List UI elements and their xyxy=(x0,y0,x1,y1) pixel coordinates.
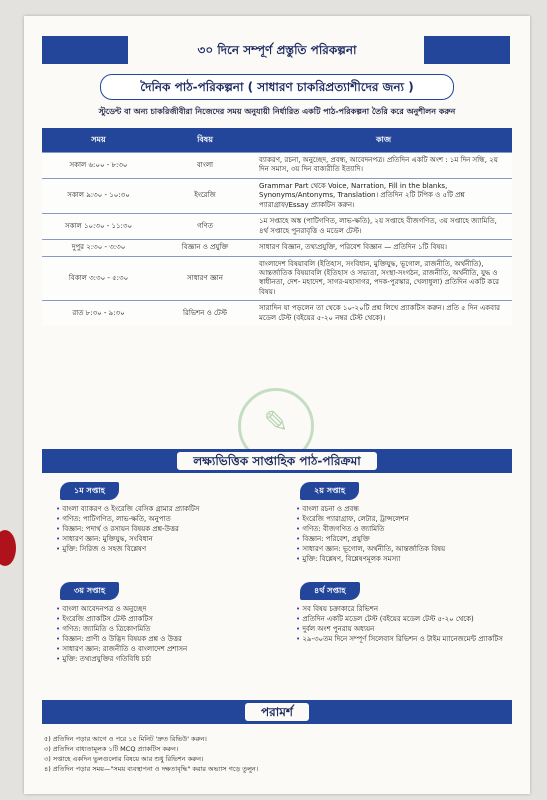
intro-text: স্টুডেন্ট বা অন্য চাকরিজীবীরা নিজেদের সময় অনুযায়ী নির্ধারিত একটি পাঠ-পরিকল্পনা তৈরি করে অনুশীলন করুন xyxy=(98,107,456,116)
week-tag: ৪র্থ সপ্তাহ xyxy=(300,582,360,600)
cell-task: বাংলাদেশ বিষয়াবলি (ইতিহাস, সংবিধান, মুক্তিযুদ্ধ, ভূগোল, রাজনীতি, অর্থনীতি), আন্তর্জাতিক বিষয়াবলি (ইতিহাস ও সভ্যতা, সংস্থা-সংগঠন, রাজনীতি, অর্থনীতি, যুদ্ধ ও স্বাধীনতা, দেশ- মহাদেশ, সাগর-মহাসাগর, পদক-পুরস্কার, খেলাধুলা) প্রতিদিন একটি করে বিষয়। xyxy=(255,256,512,301)
pin-decoration xyxy=(0,530,16,566)
cell-time: সকাল ৯:৩০ - ১০:৩০ xyxy=(42,178,155,213)
list-item: • বিজ্ঞান: প্রাণী ও উদ্ভিদ বিষয়ক প্রশ্ন ও উত্তর xyxy=(56,634,274,644)
header-flag-left xyxy=(42,36,128,64)
week-item-list xyxy=(286,604,514,645)
cell-subject: রিভিশন ও টেস্ট xyxy=(155,301,255,326)
week-tag: ৩য় সপ্তাহ xyxy=(60,582,119,600)
header-flag-right xyxy=(424,36,510,64)
list-item: ৪) প্রতিদিন পড়ার সময়—"সময় ব্যবস্থাপনা ও দক্ষতাবৃদ্ধি" করার অভ্যাস গড়ে তুলুন। xyxy=(44,765,259,774)
table-header-row xyxy=(42,128,512,153)
table-row xyxy=(42,256,512,301)
table-row xyxy=(42,301,512,326)
week-4-block xyxy=(286,582,514,644)
list-item: • বিজ্ঞান: পদার্থ ও রসায়ন বিষয়ক প্রশ্ন-উত্তর xyxy=(56,524,274,534)
list-item: • গণিত: পাটিগণিত, লাভ-ক্ষতি, অনুপাত xyxy=(56,514,274,524)
week-2-block xyxy=(286,482,514,564)
cell-time: সকাল ৬:০০ - ৮:৩০ xyxy=(42,153,155,179)
list-item: • বাংলা ব্যাকরণ ও ইংরেজি বেসিক গ্রামার প্র্যাকটিস xyxy=(56,504,274,514)
week-item-list xyxy=(286,504,514,565)
list-item: • সব বিষয় চক্রাকারে রিভিশন xyxy=(296,604,514,614)
column-header-time: সময় xyxy=(42,128,155,153)
table-row xyxy=(42,214,512,240)
cell-time: সকাল ১০:৩০ - ১১:৩০ xyxy=(42,214,155,240)
document-page xyxy=(24,16,530,794)
cell-time: বিকাল ৩:৩০ - ৫:৩০ xyxy=(42,256,155,301)
weekly-plan-title: লক্ষ্যভিত্তিক সাপ্তাহিক পাঠ-পরিক্রমা xyxy=(177,452,377,470)
daily-plan-title: দৈনিক পাঠ-পরিকল্পনা ( সাধারণ চাকরিপ্রত্যাশীদের জন্য ) xyxy=(100,74,454,100)
cell-subject: গণিত xyxy=(155,214,255,240)
cell-task: ১ম সপ্তাহে অঙ্ক (পাটিগণিত, লাভ-ক্ষতি), ২য় সপ্তাহে বীজগণিত, ৩য় সপ্তাহে জ্যামিতি, ৪র্থ সপ্তাহে পুনরাবৃত্তি ও মডেল টেস্ট। xyxy=(255,214,512,240)
list-item: • মুক্তি: সিরিজ ও সহজ বিশ্লেষণ xyxy=(56,544,274,554)
list-item: ৩) সপ্তাহে একদিন ভুলগুলোর বিষয়ে আর শুধু রিভিশন করুন। xyxy=(44,755,204,764)
daily-schedule-table xyxy=(42,128,512,326)
list-item: • ইংরেজি প্র্যাকটিস টেস্ট প্র্যাকটিস xyxy=(56,614,274,624)
table-row xyxy=(42,240,512,256)
advice-list xyxy=(44,734,504,774)
cell-subject: বিজ্ঞান ও প্রযুক্তি xyxy=(155,240,255,256)
cell-time: রাত ৮:৩০ - ৯:৩০ xyxy=(42,301,155,326)
week-item-list xyxy=(46,604,274,665)
cell-task: ব্যাকরণ, রচনা, অনুচ্ছেদ, প্রবন্ধ, আবেদনপত্র। প্রতিদিন একটি অংশ : ১ম দিন সন্ধি, ২য় দিন সমাস, ৩য় দিন বাক্যরীতি ইত্যাদি। xyxy=(255,153,512,179)
advice-title: পরামর্শ xyxy=(245,703,309,721)
list-item: • সাধারণ জ্ঞান: ভূগোল, অর্থনীতি, আন্তর্জাতিক বিষয় xyxy=(296,544,514,554)
list-item: • দুর্বল অংশ পুনরায় অধ্যয়ন xyxy=(296,624,514,634)
list-item: ৫) প্রতিদিন পড়ার আগে ও পরে ১৫ মিনিট 'দ্রুত রিভিউ' করুন। xyxy=(44,735,207,743)
list-item: • গণিত: জ্যামিতি ও ত্রিকোণমিতি xyxy=(56,624,274,634)
cell-subject: বাংলা xyxy=(155,153,255,179)
cell-subject: ইংরেজি xyxy=(155,178,255,213)
plan-title: ৩০ দিনে সম্পূর্ণ প্রস্তুতি পরিকল্পনা xyxy=(197,43,357,57)
list-item: • বাংলা রচনা ও প্রবন্ধ xyxy=(296,504,514,514)
list-item: • ২৯-৩০তম দিনে সম্পূর্ণ সিলেবাস রিভিশন ও টাইম ম্যানেজমেন্ট প্র্যাকটিস xyxy=(296,634,514,644)
week-tag: ২য় সপ্তাহ xyxy=(300,482,359,500)
list-item: • প্রতিদিন একটি মডেল টেস্ট (বইয়ের মডেল টেস্ট ৫-২০ থেকে) xyxy=(296,614,514,624)
list-item: • বাংলা আবেদনপত্র ও অনুচ্ছেদ xyxy=(56,604,274,614)
cell-task: Grammar Part থেকে Voice, Narration, Fill in the blanks, Synonyms/Antonyms, Translation। প্রতিদিন ২টি টপিক ও ৫টি প্রশ্ন প্যারাগ্রাফ/Essay প্র্যাকটিস করুন। xyxy=(255,178,512,213)
advice-banner xyxy=(42,700,512,724)
list-item: • ইংরেজি প্যারাগ্রাফ, লেটার, ট্রান্সলেশন xyxy=(296,514,514,524)
list-item: • সাধারণ জ্ঞান: রাজনীতি ও বাংলাদেশ প্রশাসন xyxy=(56,644,274,654)
column-header-task: কাজ xyxy=(255,128,512,153)
list-item: • মুক্তি: বিশ্লেষণ, বিশ্লেষণমূলক সমস্যা xyxy=(296,554,514,564)
table-row xyxy=(42,178,512,213)
list-item: ৩) প্রতিদিন বাধ্যতামূলক ১টি MCQ প্র্যাকটিস করুন। xyxy=(44,745,179,754)
book-seal-icon: ✎ xyxy=(238,388,314,464)
cell-task: সাধারণ বিজ্ঞান, তথ্যপ্রযুক্তি, পরিবেশ বিজ্ঞান — প্রতিদিন ১টি বিষয়। xyxy=(255,240,512,256)
list-item: • সাধারণ জ্ঞান: মুক্তিযুদ্ধ, সংবিধান xyxy=(56,534,274,544)
week-3-block xyxy=(46,582,274,664)
list-item: • গণিত: বীজগণিত ও জ্যামিতি xyxy=(296,524,514,534)
week-tag: ১ম সপ্তাহ xyxy=(60,482,119,500)
table-row xyxy=(42,153,512,179)
week-item-list xyxy=(46,504,274,555)
list-item: • মুক্তি: তথ্যপ্রযুক্তির গতিবিধি চর্চা xyxy=(56,654,274,664)
cell-task: সারাদিন যা পড়লেন তা থেকে ১০-২০টি প্রশ্ন লিখে প্র্যাকটিস করুন। প্রতি ৫ দিন একবার মডেল টেস্ট (বইয়ের ৫-২০ নম্বর টেস্ট থেকে)। xyxy=(255,301,512,326)
column-header-subject: বিষয় xyxy=(155,128,255,153)
week-1-block xyxy=(46,482,274,554)
cell-time: দুপুর ২:৩০ - ৩:৩০ xyxy=(42,240,155,256)
list-item: • বিজ্ঞান: পরিবেশ, প্রযুক্তি xyxy=(296,534,514,544)
cell-subject: সাধারণ জ্ঞান xyxy=(155,256,255,301)
weekly-plan-banner xyxy=(42,449,512,473)
